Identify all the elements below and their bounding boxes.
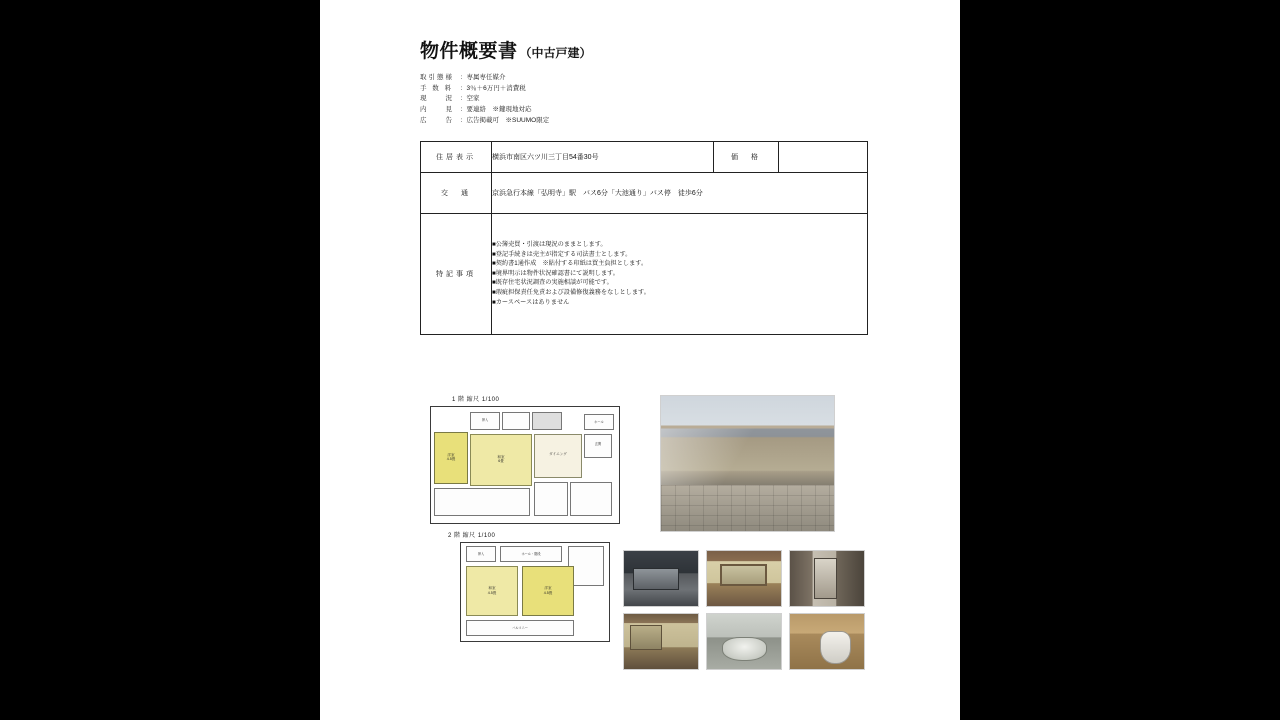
price-label: 価 格 <box>714 141 779 172</box>
room-washitsu-1f <box>470 434 532 486</box>
document-body <box>420 36 880 335</box>
meta-label: 手 数 料 <box>420 84 454 92</box>
meta-row <box>420 116 880 127</box>
meta-value: ：空家 <box>460 95 480 103</box>
room-hall-1f <box>584 414 614 430</box>
table-row <box>421 141 868 172</box>
room-photo-image <box>624 614 698 669</box>
note-line: ■公簿売買・引渡は現況のままとします。 <box>492 240 607 248</box>
title-main: 物件概要書 <box>420 41 518 62</box>
room-photo <box>623 613 699 670</box>
tatami-room-photo-image <box>707 551 781 606</box>
address-label: 住居表示 <box>421 141 492 172</box>
meta-value: ：広告掲載可 ※SUUMO限定 <box>460 116 550 124</box>
room-hall-stairs-2f <box>500 546 562 562</box>
toilet-photo <box>789 613 865 670</box>
room-label: 洋室 4.5畳 <box>543 586 553 595</box>
floorplan-2-caption: 2 階 縮尺 1/100 <box>448 533 496 539</box>
room-oshiire-2f <box>466 546 496 562</box>
room-veranda-1f <box>434 488 530 516</box>
notes-cell <box>492 213 868 334</box>
page-title <box>420 36 880 63</box>
room-label: ダイニング <box>549 451 567 456</box>
room-washroom-1f <box>570 482 612 516</box>
note-line: ■既存住宅状況調査の実施相談が可能です。 <box>492 279 613 287</box>
floorplan-2 <box>460 542 610 654</box>
room-label: ホール・階段 <box>521 551 541 556</box>
meta-label: 現 況 <box>420 95 454 103</box>
room-label: 和室 4.5畳 <box>487 586 497 595</box>
bath-photo-image <box>707 614 781 669</box>
meta-value: ：専属専任媒介 <box>460 74 506 81</box>
traffic-label: 交 通 <box>421 172 492 213</box>
floorplan-1 <box>430 406 620 524</box>
room-oshiire-1f <box>470 412 500 430</box>
room-entry-zone-1f <box>532 412 562 430</box>
room-genkan-1f <box>584 434 612 458</box>
room-closet-1f <box>502 412 530 430</box>
note-line: ■カースペースはありません <box>492 298 570 306</box>
meta-value: ：3％＋6万円＋消費税 <box>460 84 526 92</box>
property-info-table <box>420 141 868 335</box>
room-label: 洋室 4.5畳 <box>446 453 456 462</box>
room-balcony-2f <box>466 620 574 636</box>
room-yoshitsu-2f <box>522 566 574 616</box>
title-sub: （中古戸建） <box>519 46 592 60</box>
tatami-room-photo <box>706 550 782 607</box>
kitchen-photo <box>623 550 699 607</box>
room-label: 和室 6畳 <box>497 455 505 464</box>
meta-label: 取引態様 <box>420 74 454 81</box>
room-bath-1f <box>534 482 568 516</box>
table-row <box>421 172 868 213</box>
note-line: ■境界明示は物件状況確認書にて説明します。 <box>492 269 619 277</box>
meta-label: 広 告 <box>420 116 454 124</box>
room-label: ホール <box>594 419 604 424</box>
room-dining-1f <box>534 434 582 478</box>
kitchen-photo-image <box>624 551 698 606</box>
meta-list <box>420 73 880 127</box>
notes-label: 特記事項 <box>421 213 492 334</box>
meta-row <box>420 94 880 105</box>
exterior-photo <box>660 395 835 532</box>
meta-row <box>420 105 880 116</box>
exterior-photo-image <box>661 396 834 531</box>
bath-photo <box>706 613 782 670</box>
traffic-value: 京浜急行本線「弘明寺」駅 バス6分「大池通り」バス停 徒歩6分 <box>492 172 868 213</box>
note-line: ■登記手続きは売主が指定する司法書士とします。 <box>492 250 632 258</box>
note-line: ■契約書1通作成 ※貼付する印紙は買主負担とします。 <box>492 260 648 268</box>
meta-value: ：要連絡 ※鍵現地対応 <box>460 106 532 114</box>
meta-row <box>420 84 880 95</box>
meta-row <box>420 73 880 84</box>
room-washitsu-2f <box>466 566 518 616</box>
room-label: 押入 <box>477 551 485 556</box>
meta-label: 内 見 <box>420 106 454 114</box>
room-label: 押入 <box>481 418 489 423</box>
address-value: 横浜市南区六ツ川三丁目54番30号 <box>492 141 714 172</box>
note-line: ■瑕疵担保責任免責および設備修復義務をなしとします。 <box>492 289 650 296</box>
hallway-photo <box>789 550 865 607</box>
room-yoshitsu-1f <box>434 432 468 484</box>
room-label: バルコニー <box>512 625 528 630</box>
toilet-photo-image <box>790 614 864 669</box>
floorplan-1-caption: 1 階 縮尺 1/100 <box>452 397 500 403</box>
table-row <box>421 213 868 334</box>
figures-area <box>420 390 880 690</box>
hallway-photo-image <box>790 551 864 606</box>
document-page <box>320 0 960 720</box>
price-value <box>779 141 868 172</box>
room-label: 玄関 <box>594 442 602 447</box>
